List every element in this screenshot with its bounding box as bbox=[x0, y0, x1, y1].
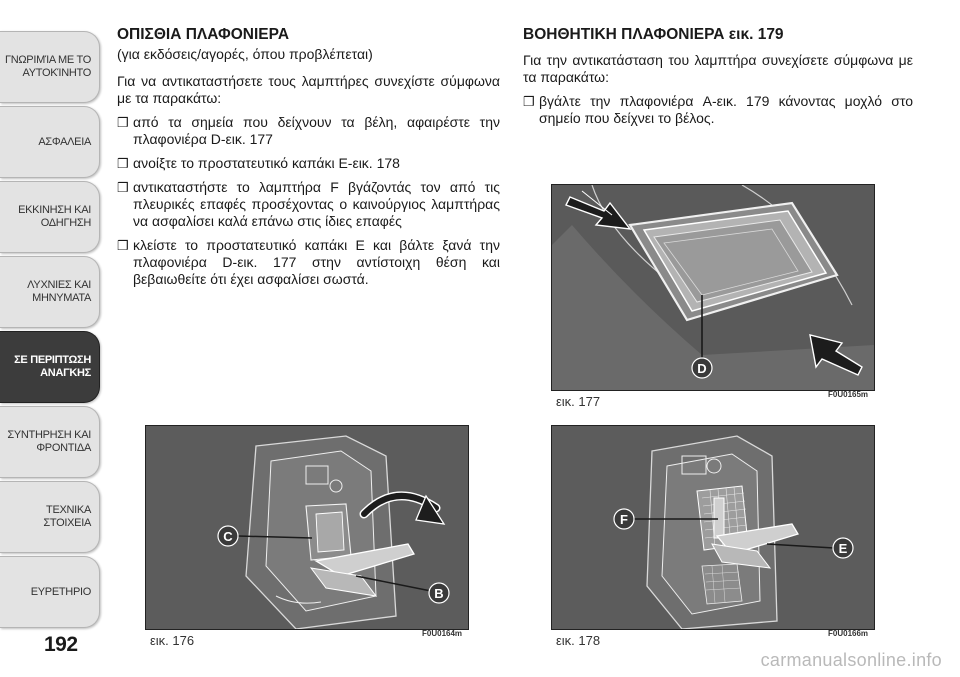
figure-caption: εικ. 178 bbox=[556, 633, 601, 648]
tab-label: ΑΣΦΑΛΕΙΑ bbox=[38, 135, 91, 148]
figure-177-rear-ceiling-lamp bbox=[551, 184, 875, 391]
figure-code: F0U0166m bbox=[828, 629, 869, 638]
callout-label: D bbox=[697, 361, 707, 376]
checkbox-bullet-icon: ❒ bbox=[117, 180, 129, 195]
figure-code: F0U0164m bbox=[422, 629, 463, 638]
figure-178-lamp-bulb bbox=[551, 425, 875, 630]
step-item bbox=[117, 155, 500, 172]
section-heading: ΒΟΗΘΗΤΙΚΗ ΠΛΑΦΟΝΙΕΡΑ εικ. 179 bbox=[523, 26, 784, 43]
section-heading: ΟΠΙΣΘΙΑ ΠΛΑΦΟΝΙΕΡΑ bbox=[117, 26, 290, 43]
tab-label: ΕΥΡΕΤΗΡΙΟ bbox=[30, 585, 91, 598]
callout-label: B bbox=[434, 586, 444, 601]
step-item bbox=[117, 114, 500, 148]
sidebar-tab-getting-to-know[interactable] bbox=[0, 31, 100, 103]
figure-176-illustration bbox=[146, 426, 468, 629]
callout-label: F bbox=[620, 512, 628, 527]
figure-code: F0U0165m bbox=[828, 390, 869, 399]
step-text: από τα σημεία που δείχνουν τα βέλη, αφαιρέστε την πλαφονιέρα D-εικ. 177 bbox=[133, 114, 500, 147]
sidebar-tab-emergency[interactable] bbox=[0, 331, 100, 403]
section-intro: Για να αντικαταστήσετε τους λαμπτήρες συνεχίστε σύμφωνα με τα παρακάτω: bbox=[117, 73, 500, 106]
section-intro: Για την αντικατάσταση του λαμπτήρα συνεχίσετε σύμφωνα με τα παρακάτω: bbox=[523, 52, 913, 85]
step-text: αντικαταστήστε το λαμπτήρα F βγάζοντάς τον από τις πλευρικές επαφές προσέχοντας ο καινούργιος λαμπτήρας να ασφαλίσει καλά επάνω στις ίδιες επαφές bbox=[133, 179, 500, 229]
step-text: βγάλτε την πλαφονιέρα A-εικ. 179 κάνοντας μοχλό στο σημείο που δείχνει το βέλος. bbox=[539, 93, 913, 126]
sidebar-tab-index[interactable] bbox=[0, 556, 100, 628]
step-item bbox=[117, 237, 500, 288]
bulb-f bbox=[714, 498, 724, 538]
sidebar-tab-safety[interactable] bbox=[0, 106, 100, 178]
checkbox-bullet-icon: ❒ bbox=[117, 115, 129, 130]
sidebar-tab-lights-messages[interactable] bbox=[0, 256, 100, 328]
checkbox-bullet-icon: ❒ bbox=[117, 238, 129, 253]
tab-label: ΣΥΝΤΗΡΗΣΗ ΚΑΙ ΦΡΟΝΤΙΔΑ bbox=[7, 429, 91, 454]
watermark: carmanualsonline.info bbox=[760, 650, 942, 670]
left-section bbox=[117, 26, 500, 295]
figure-caption: εικ. 177 bbox=[556, 394, 601, 409]
step-text: κλείστε το προστατευτικό καπάκι E και βάλτε ξανά την πλαφονιέρα D-εικ. 177 στην αντίστοιχη θέση και βεβαιωθείτε ότι έχει ασφαλίσει σωστά. bbox=[133, 237, 500, 287]
figure-caption: εικ. 176 bbox=[150, 633, 195, 648]
step-text: ανοίξτε το προστατευτικό καπάκι E-εικ. 178 bbox=[133, 155, 400, 171]
figure-177-illustration bbox=[552, 185, 874, 390]
figure-178-illustration bbox=[552, 426, 874, 629]
tab-label: ΛΥΧΝΙΕΣ ΚΑΙ ΜΗΝΥΜΑΤΑ bbox=[27, 279, 91, 304]
step-item bbox=[523, 93, 913, 127]
right-section bbox=[523, 26, 913, 134]
tab-label: ΓΝΩΡΙΜΊΑ ΜΕ ΤΟ ΑΥΤΟΚΊΝΗΤΟ bbox=[4, 54, 91, 79]
sidebar-tab-starting-driving[interactable] bbox=[0, 181, 100, 253]
sidebar-tab-maintenance[interactable] bbox=[0, 406, 100, 478]
page-number: 192 bbox=[44, 633, 78, 656]
sidebar-tab-technical-data[interactable] bbox=[0, 481, 100, 553]
tab-label: ΕΚΚΙΝΗΣΗ ΚΑΙ ΟΔΗΓΗΣΗ bbox=[18, 204, 91, 229]
callout-label: C bbox=[223, 529, 233, 544]
checkbox-bullet-icon: ❒ bbox=[523, 94, 535, 109]
step-item bbox=[117, 179, 500, 230]
section-subheading: (για εκδόσεις/αγορές, όπου προβλέπεται) bbox=[117, 46, 373, 62]
figure-176-lamp-cover bbox=[145, 425, 469, 630]
checkbox-bullet-icon: ❒ bbox=[117, 156, 129, 171]
callout-label: E bbox=[838, 541, 848, 556]
tab-label: ΤΕΧΝΙΚΑ ΣΤΟΙΧΕΙΑ bbox=[43, 504, 91, 529]
tab-label: ΣΕ ΠΕΡΙΠΤΩΣΗ ΑΝΑΓΚΗΣ bbox=[14, 354, 91, 379]
